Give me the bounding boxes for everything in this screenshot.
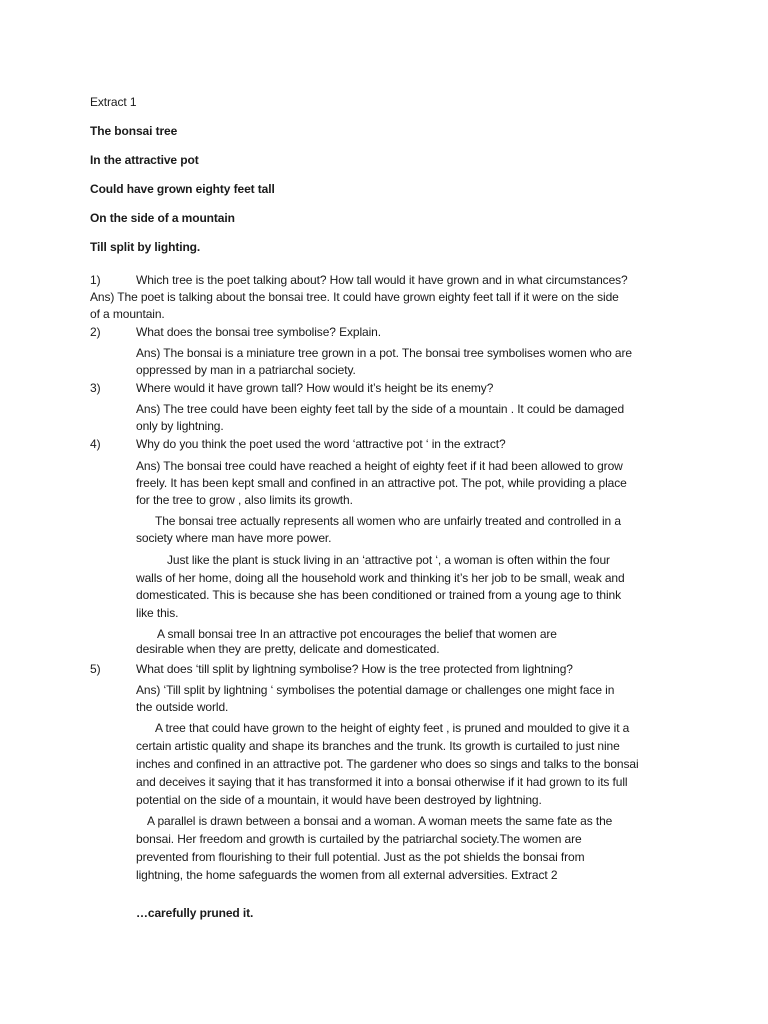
answer-line: Ans) ‘Till split by lightning ‘ symbolises the potential damage or challenges one might face in	[136, 683, 615, 697]
poem-line: Could have grown eighty feet tall	[90, 182, 275, 196]
question-number: 1)	[90, 273, 101, 287]
answer-line: for the tree to grow , also limits its growth.	[136, 493, 353, 507]
paragraph-line: lightning, the home safeguards the women from all external adversities. Extract 2	[136, 868, 558, 882]
poem-line: Till split by lighting.	[90, 240, 201, 254]
answer-line: freely. It has been kept small and confined in an attractive pot. The pot, while providing a place	[136, 476, 627, 490]
poem-line: In the attractive pot	[90, 153, 199, 167]
paragraph-line: A parallel is drawn between a bonsai and a woman. A woman meets the same fate as the	[147, 814, 613, 828]
question-text: What does ‘till split by lightning symbolise? How is the tree protected from lightning?	[136, 662, 573, 676]
paragraph-line: potential on the side of a mountain, it would have been destroyed by lightning.	[136, 793, 542, 807]
poem-line: On the side of a mountain	[90, 211, 235, 225]
paragraph-line: domesticated. This is because she has been conditioned or trained from a young age to think	[136, 588, 621, 602]
extract-title: Extract 1	[90, 95, 137, 109]
question-number: 2)	[90, 325, 101, 339]
paragraph-line: like this.	[136, 606, 179, 620]
paragraph-line: inches and confined in an attractive pot. The gardener who does so sings and talks to the bonsai	[136, 757, 639, 771]
paragraph-line: and deceives it saying that it has transformed it into a bonsai otherwise if it had grown to its full	[136, 775, 628, 789]
paragraph-line: A small bonsai tree In an attractive pot encourages the belief that women are	[157, 627, 557, 641]
paragraph-line: bonsai. Her freedom and growth is curtailed by the patriarchal society.The women are	[136, 832, 582, 846]
answer-line: oppressed by man in a patriarchal society.	[136, 363, 356, 377]
paragraph-line: The bonsai tree actually represents all women who are unfairly treated and controlled in a	[155, 514, 621, 528]
poem-line: The bonsai tree	[90, 124, 178, 138]
question-number: 5)	[90, 662, 101, 676]
paragraph-line: walls of her home, doing all the household work and thinking it’s her job to be small, weak and	[136, 571, 625, 585]
answer-line: Ans) The bonsai is a miniature tree grown in a pot. The bonsai tree symbolises women who are	[136, 346, 632, 360]
paragraph-line: Just like the plant is stuck living in an ‘attractive pot ‘, a woman is often within the four	[167, 553, 610, 567]
paragraph-line: A tree that could have grown to the height of eighty feet , is pruned and moulded to give it a	[155, 721, 630, 735]
closing-line: …carefully pruned it.	[136, 906, 254, 920]
answer-line: the outside world.	[136, 700, 229, 714]
answer-line: Ans) The poet is talking about the bonsai tree. It could have grown eighty feet tall if it were on the side	[90, 290, 619, 304]
answer-line: Ans) The bonsai tree could have reached a height of eighty feet if it had been allowed to grow	[136, 459, 623, 473]
question-text: Which tree is the poet talking about? How tall would it have grown and in what circumstances?	[136, 273, 628, 287]
question-text: Where would it have grown tall? How would it’s height be its enemy?	[136, 381, 494, 395]
question-text: Why do you think the poet used the word ‘attractive pot ‘ in the extract?	[136, 437, 506, 451]
paragraph-line: certain artistic quality and shape its branches and the trunk. Its growth is curtailed to just nine	[136, 739, 620, 753]
paragraph-line: prevented from flourishing to their full potential. Just as the pot shields the bonsai from	[136, 850, 585, 864]
answer-line: of a mountain.	[90, 307, 165, 321]
paragraph-line: desirable when they are pretty, delicate and domesticated.	[136, 642, 440, 656]
question-number: 4)	[90, 437, 101, 451]
question-number: 3)	[90, 381, 101, 395]
question-text: What does the bonsai tree symbolise? Explain.	[136, 325, 381, 339]
answer-line: only by lightning.	[136, 419, 224, 433]
paragraph-line: society where man have more power.	[136, 531, 332, 545]
answer-line: Ans) The tree could have been eighty feet tall by the side of a mountain . It could be damaged	[136, 402, 625, 416]
